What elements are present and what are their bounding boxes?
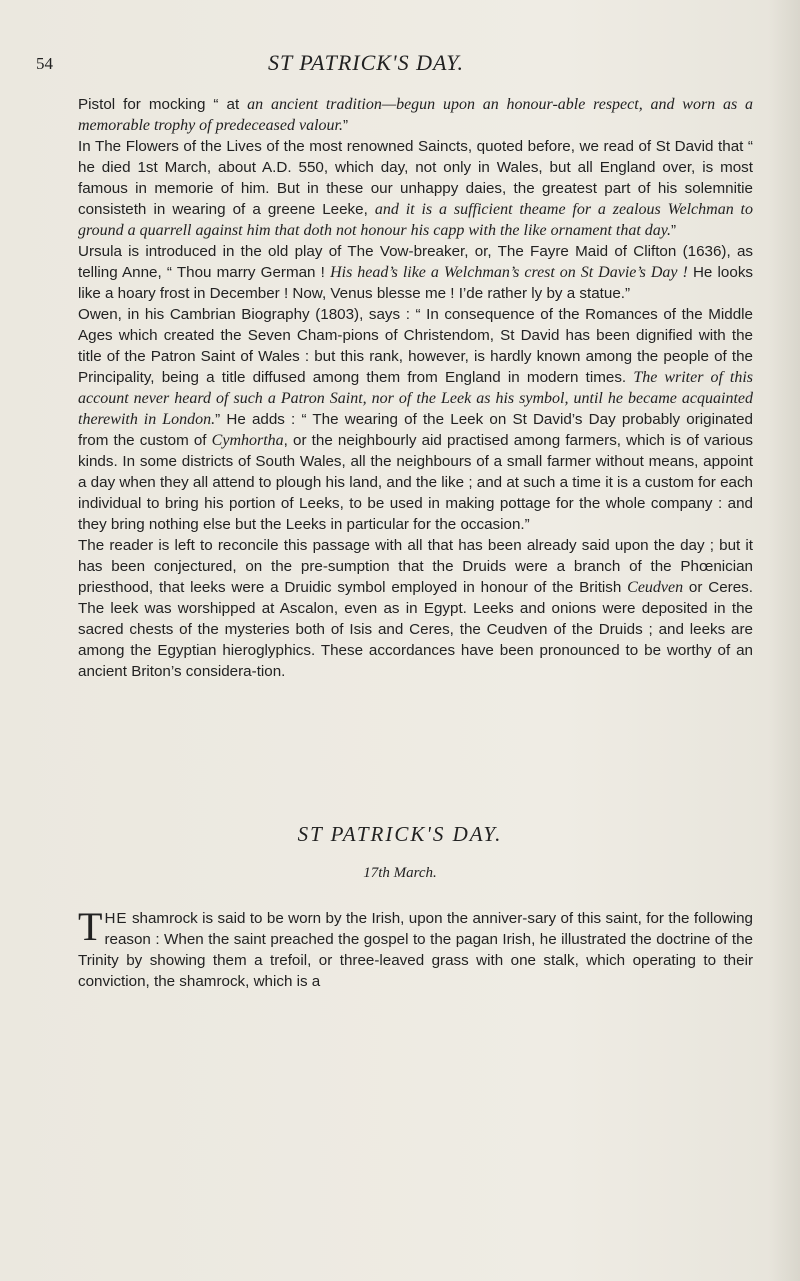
text-run: He looks like a hoary frost in December ! Now, Venus blesse me ! I’de rather ly by a statue.” xyxy=(78,264,754,302)
text-run: , or the neighbourly aid practised among farmers, which is of various kinds. In some districts of South Wales, all the neighbours of a small farmer without means, appoint a day when they all attend to plough his land, and the like ; and at such a time it is a custom for each individual to bring his portion of Leeks, to be used in making pottage for the whole company : and they bring nothing else but the Leeks in particular for the occasion.” xyxy=(78,432,753,533)
paragraph xyxy=(78,241,753,304)
text-run: The reader is left to reconcile this passage with all that has been already said upon the day ; but it has been conjectured, on the pre-sumption that the Druids were a branch of the Phœnician priesthood, that leeks were a Druidic symbol employed in honour of the British xyxy=(78,537,753,596)
text-run: ” xyxy=(671,222,677,239)
paragraph xyxy=(78,304,753,535)
paragraph xyxy=(78,94,753,136)
italic-text: Cymhortha xyxy=(211,432,284,449)
text-run: In The Flowers of the Lives of the most renowned Saincts, quoted before, we read of St David that “ he died 1st March, about A.D. 550, which day, not only in Wales, but all England over, is most famous in memorie of him. But in these our unhappy daies, the greatest part of his solemnitie consisteth in wearing of a greene Leeke, xyxy=(78,138,753,218)
italic-text: Ceudven xyxy=(627,579,684,596)
italic-text: His head’s like a Welchman’s crest on St Davie’s Day ! xyxy=(330,264,688,281)
text-run: Ursula is introduced in the old play of The Vow-breaker, or, The Fayre Maid of Clifton (1636), as telling Anne, “ Thou marry German ! xyxy=(78,243,753,281)
italic-text: The writer of this account never heard of such a Patron Saint, nor of the Leek as his symbol, until he became acquainted therewith in London. xyxy=(78,369,753,428)
lead-word: HE xyxy=(104,910,128,927)
drop-cap: T xyxy=(78,904,103,949)
main-text xyxy=(78,94,753,682)
paragraph xyxy=(78,535,753,682)
text-run: Owen, in his Cambrian Biography (1803), says : “ In consequence of the Romances of the Middle Ages which created the Seven Cham-pions of Christendom, St David has been dignified with the title of the Patron Saint of Wales : but this rank, however, is hardly known among the people of the Principality, being a title diffused among them from England in modern times. xyxy=(78,306,753,386)
italic-text: an ancient tradition—begun upon an honour-able respect, and worn as a memorable trophy of predeceased valour. xyxy=(78,96,753,134)
italic-text: and it is a sufficient theame for a zealous Welchman to ground a quarrell against him that doth not honour his capp with the like ornament that day. xyxy=(78,201,753,239)
text-run: or Ceres. The leek was worshipped at Ascalon, even as in Egypt. Leeks and onions were deposited in the sacred chests of the mysteries both of Isis and Ceres, the Ceudven of the Druids ; and leeks are among the Egyptian hieroglyphics. These accordances have been pronounced to be worthy of an ancient Briton’s considera-tion. xyxy=(78,579,753,680)
page-number: 54 xyxy=(36,54,53,73)
section-paragraph xyxy=(78,904,753,992)
text-run: Pistol for mocking “ at xyxy=(78,96,248,113)
section-title: ST PATRICK'S DAY. xyxy=(297,822,503,846)
section-date: 17th March. xyxy=(363,865,437,881)
text-run: ” He adds : “ The wearing of the Leek on St David’s Day probably originated from the custom of xyxy=(78,411,753,449)
running-head: ST PATRICK'S DAY. xyxy=(268,50,464,75)
paragraph xyxy=(78,136,753,241)
text-run: ” xyxy=(342,117,349,134)
page-header xyxy=(36,50,756,80)
section-text: shamrock is said to be worn by the Irish, upon the anniver-sary of this saint, for the following reason : When the saint preached the gospel to the pagan Irish, he illustrated the doctrine of the Trinity by showing them a trefoil, or three-leaved grass with one stalk, which operating to their conviction, the shamrock, which is a xyxy=(78,910,753,990)
